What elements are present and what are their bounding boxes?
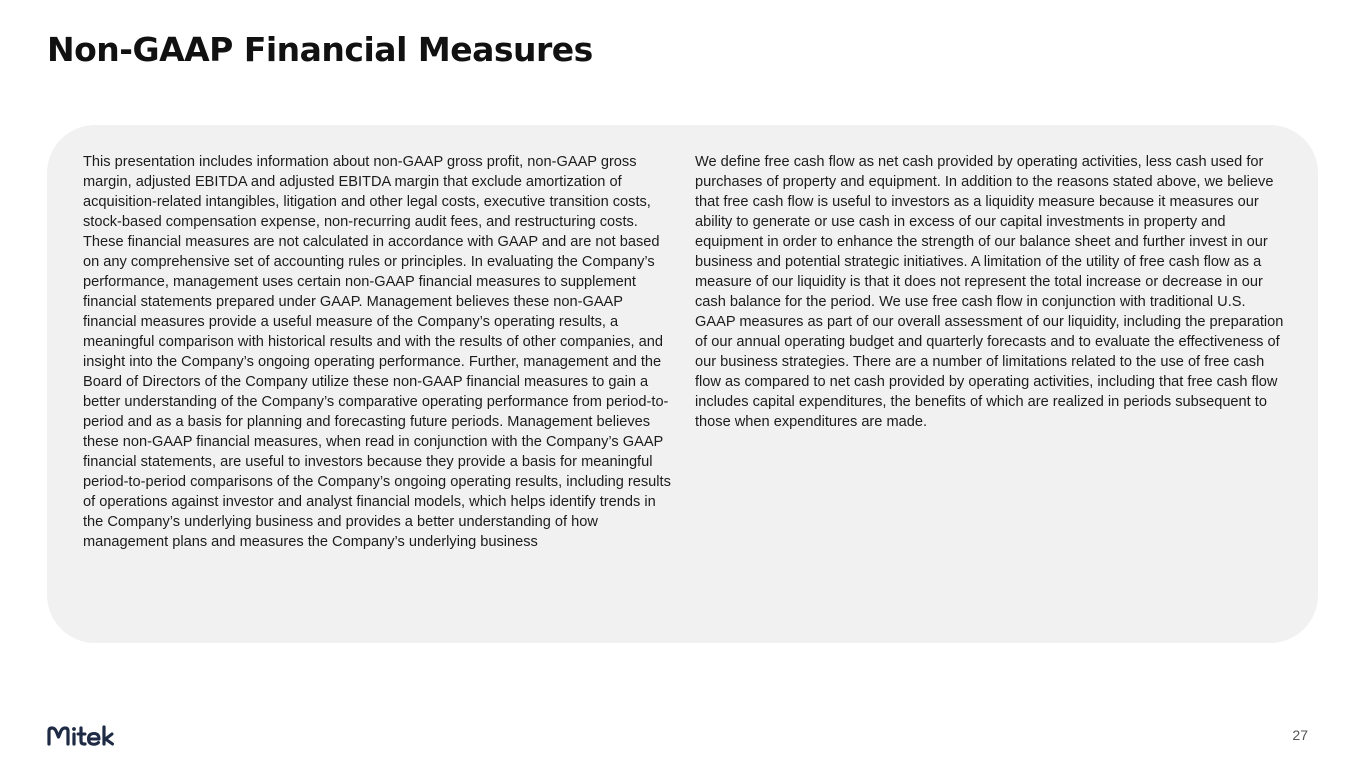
- page-number: 27: [1292, 727, 1308, 743]
- non-gaap-description-paragraph: This presentation includes information about non-GAAP gross profit, non-GAAP gross margin, adjusted EBITDA and adjusted EBITDA margin that exclude amortization of acquisition-related intangibles, litigation and other legal costs, executive transition costs, stock-based compensation expense, non-recurring audit fees, and restructuring costs. These financial measures are not calculated in accordance with GAAP and are not based on any comprehensive set of accounting rules or principles. In evaluating the Company’s performance, management uses certain non-GAAP financial measures to supplement financial statements prepared under GAAP. Management believes these non-GAAP financial measures provide a useful measure of the Company’s operating results, a meaningful comparison with historical results and with the results of other companies, and insight into the Company’s ongoing operating performance. Further, management and the Board of Directors of the Company utilize these non-GAAP financial measures to gain a better understanding of the Company’s comparative operating performance from period-to-period and as a basis for planning and forecasting future periods. Management believes these non-GAAP financial measures, when read in conjunction with the Company’s GAAP financial statements, are useful to investors because they provide a basis for meaningful period-to-period comparisons of the Company’s ongoing operating results, including results of operations against investor and analyst financial models, which helps identify trends in the Company’s underlying business and provides a better understanding of how management plans and measures the Company’s underlying business: [83, 154, 671, 550]
- company-logo: [47, 726, 119, 746]
- mitek-logo-icon: [47, 725, 119, 747]
- free-cash-flow-paragraph: We define free cash flow as net cash provided by operating activities, less cash used for purchases of property and equipment. In addition to the reasons stated above, we believe that free cash flow is useful to investors as a liquidity measure because it measures our ability to generate or use cash in excess of our capital investments in property and equipment in order to enhance the strength of our balance sheet and further invest in our business and potential strategic initiatives. A limitation of the utility of free cash flow as a measure of our liquidity is that it does not represent the total increase or decrease in our cash balance for the period. We use free cash flow in conjunction with traditional U.S. GAAP measures as part of our overall assessment of our liquidity, including the preparation of our annual operating budget and quarterly forecasts and to evaluate the effectiveness of our business strategies. There are a number of limitations related to the use of free cash flow as compared to net cash provided by operating activities, including that free cash flow includes capital expenditures, the benefits of which are realized in periods subsequent to those when expenditures are made.: [695, 154, 1284, 430]
- content-panel: [47, 125, 1318, 643]
- page-title: Non-GAAP Financial Measures: [47, 30, 593, 69]
